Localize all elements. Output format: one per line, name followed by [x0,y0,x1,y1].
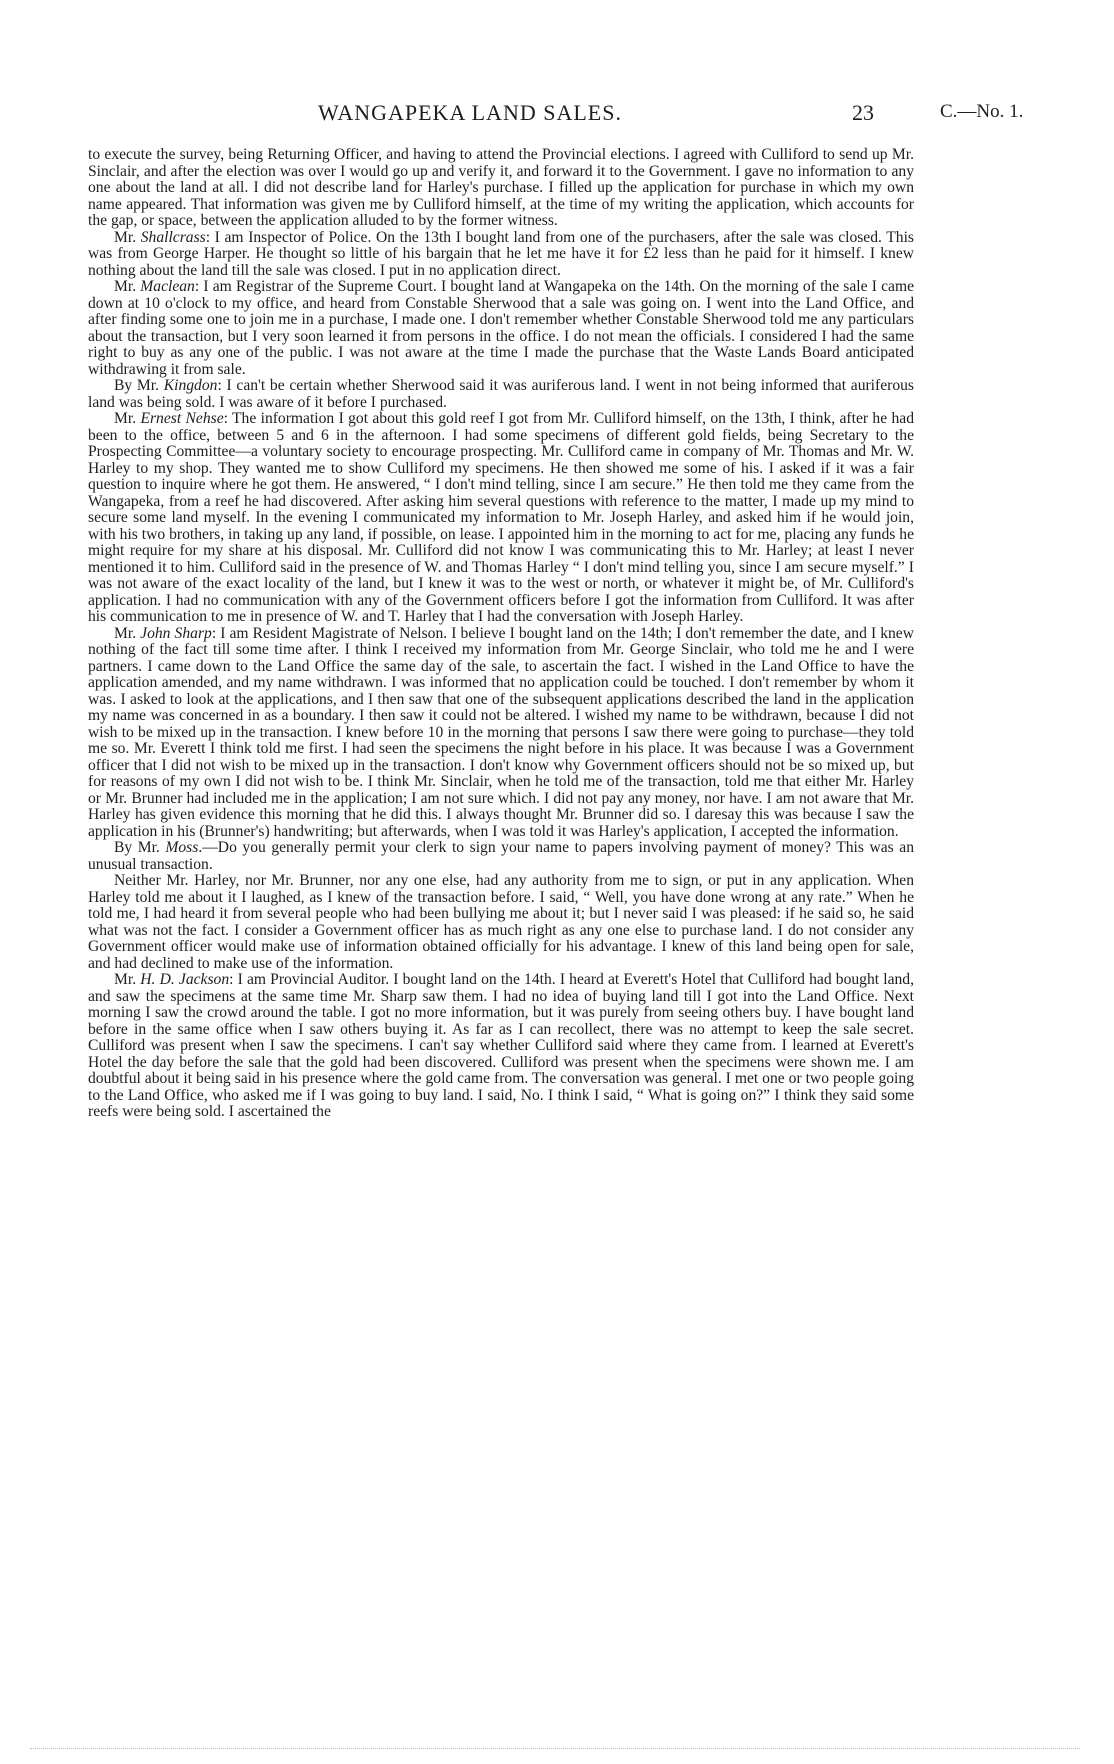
page-number: 23 [852,100,874,125]
paragraph-sharp [88,626,914,841]
speaker-prefix: By Mr. [114,377,164,394]
paragraph-text: : I am Provincial Auditor. I bought land on the 14th. I heard at Everett's Hotel that Culliford had bought land, and saw the specimens at the same time Mr. Sharp saw them. I had no idea of buying land till I got into the Land Office. Next morning I saw the crowd around the table. I got no more information, but it was purely from seeing others buy. I have bought land before in the same office when I saw others buying it. As far as I can recollect, there was no attempt to keep the sale secret. Culliford was present when I saw the specimens. I can't say whether Culliford said where they came from. I learned at Everett's Hotel the day before the sale that the gold had been discovered. Culliford was present when the specimens were shown me. I am doubtful about it being said in his presence where the gold came from. The conversation was general. I met one or two people going to the Land Office, who asked me if I was going to buy land. I said, No. I think I said, “ What is going on?” I think they said some reefs were being sold. I ascertained the [88,971,914,1120]
paragraph-nehse [88,411,914,626]
paragraph-kingdon [88,378,914,411]
testimony-body [88,147,914,1121]
speaker-prefix: Mr. [114,971,141,988]
paragraph-shallcrass [88,230,914,280]
speaker-name: John Sharp [140,624,212,642]
document-reference: C.—No. 1. [940,101,1024,122]
paragraph-moss [88,840,914,873]
speaker-prefix: By Mr. [114,839,166,856]
paragraph-text: : The information I got about this gold reef I got from Mr. Culliford himself, on the 13th, I think, after he had been to the office, between 5 and 6 in the afternoon. I had some specimens of different gold fields, being Secretary to the Prospecting Committee—a voluntary society to encourage prospecting. Mr. Culliford came in company of Mr. Thomas and Mr. W. Harley to my shop. They wanted me to show Culliford my specimens. He then showed me some of his. I asked if it was a fair question to inquire where he got them. He answered, “ I don't mind telling, since I am secure.” He then told me they came from the Wangapeka, from a reef he had discovered. After asking him several questions with reference to the matter, I made up my mind to secure some land myself. In the evening I communicated my information to Mr. Joseph Harley, and asked him if he would join, with his two brothers, in taking up any land, if possible, on lease. I appointed him in the morning to act for me, placing any funds he might require for my share at his disposal. Mr. Culliford did not know I was communicating this to Mr. Harley; at least I never mentioned it to him. Culliford said in the presence of W. and Thomas Harley “ I don't mind telling you, since I am secure myself.” I was not aware of the exact locality of the land, but I knew it was to the west or north, or whatever it might be, of Mr. Culliford's application. I had no communication with any of the Government officers before I got the information from Culliford. It was after his communication to me in presence of W. and T. Harley that I had the conversation with Joseph Harley. [88,410,914,625]
speaker-name: H. D. Jackson [140,971,230,988]
paragraph-text: : I am Registrar of the Supreme Court. I bought land at Wangapeka on the 14th. On the morning of the sale I came down at 10 o'clock to my office, and heard from Constable Sherwood that a sale was going on. I went into the Land Office, and after finding some one to join me in a purchase, I made one. I don't remember whether Constable Sherwood told me any particulars about the transaction, but I very soon learned it from persons in the office. I do not mean the officials. I considered I had the same right to buy as any one of the public. I was not aware at the time I made the purchase that the Waste Lands Board anticipated withdrawing it from sale. [88,278,915,378]
paragraph-maclean [88,279,914,378]
scan-footer-rule [30,1748,1080,1749]
speaker-prefix: Mr. [114,410,141,427]
paragraph-text: to execute the survey, being Returning Officer, and having to attend the Provincial elections. I agreed with Culliford to send up Mr. Sinclair, and after the election was over I would go up and verify it, and forward it to the Government. I gave no information to any one about the land at all. I did not describe land for Harley's purchase. I filled up the application for purchase in which my own name appeared. That information was given me by Culliford himself, at the time of my writing the application, which accounts for the gap, or space, between the application alluded to by the former witness. [88,146,914,229]
paragraph-text: Neither Mr. Harley, nor Mr. Brunner, nor any one else, had any authority from me to sign, or put in any application. When Harley told me about it I laughed, as I knew of the transaction before. I said, “ Well, you have done wrong at any rate.” When he told me, I had heard it from several people who had been bullying me about it; but I never said I was pleased: if he said so, he said what was not the fact. I consider a Government officer has as much right as any one else to purchase land. I do not consider any Government officer would make use of information obtained officially for his advantage. I knew of this land being open for sale, and had declined to make use of the information. [88,872,914,972]
speaker-name: Maclean [140,278,195,295]
paragraph-text: .—Do you generally permit your clerk to sign your name to papers involving payment of money? This was an unusual transaction. [88,839,914,873]
speaker-name: Kingdon [163,377,218,394]
paragraph-jackson [88,972,914,1121]
paragraph-continuation [88,147,914,230]
paragraph-text: : I am Inspector of Police. On the 13th I bought land from one of the purchasers, after the sale was closed. This was from George Harper. He thought so little of his bargain that he let me have it for £2 less than he paid for it himself. I knew nothing about the land till the sale was closed. I put in no application direct. [88,228,915,279]
paragraph-text: : I am Resident Magistrate of Nelson. I believe I bought land on the 14th; I don't remember the date, and I knew nothing of the fact till some time after. I think I received my information from Mr. George Sinclair, who told me he and I were partners. I came down to the Land Office the same day of the sale, to ascertain the fact. I wished in the Land Office to have the application amended, and my name withdrawn. I was informed that no application could be touched. I don't remember by whom it was. I asked to look at the applications, and I then saw that one of the subsequent applications described the land in the application my name was concerned in as a boundary. I then saw it could not be altered. I wished my name to be withdrawn, because I did not wish to be mixed up in the transaction. I knew before 10 in the morning that persons I saw there were going to purchase—they told me so. Mr. Everett I think told me first. I had seen the specimens the night before in his place. It was because I was a Government officer that I did not wish to be mixed up in the transaction. I don't know why Government officers should not be so mixed up, but for reasons of my own I did not wish to be. I think Mr. Sinclair, when he told me of the transaction, told me that either Mr. Harley or Mr. Brunner had included me in the application; I am not sure which. I did not pay any money, nor have. I am not aware that Mr. Harley has given evidence this morning that he did this. I always thought Mr. Brunner did so. I daresay this was because I saw the application in his (Brunner's) handwriting; but afterwards, when I was told it was Harley's application, I accepted the information. [88,624,914,840]
paragraph-sharp-continued [88,873,914,972]
paragraph-text: : I can't be certain whether Sherwood said it was auriferous land. I went in not being informed that auriferous land was being sold. I was aware of it before I purchased. [88,377,914,411]
speaker-prefix: Mr. [114,278,141,295]
running-title: WANGAPEKA LAND SALES. [318,100,622,125]
speaker-name: Ernest Nehse [140,410,224,427]
speaker-prefix: Mr. [114,624,141,642]
page-header [0,100,1114,130]
speaker-name: Shallcrass [140,228,206,246]
speaker-name: Moss [165,839,199,856]
speaker-prefix: Mr. [114,228,141,246]
